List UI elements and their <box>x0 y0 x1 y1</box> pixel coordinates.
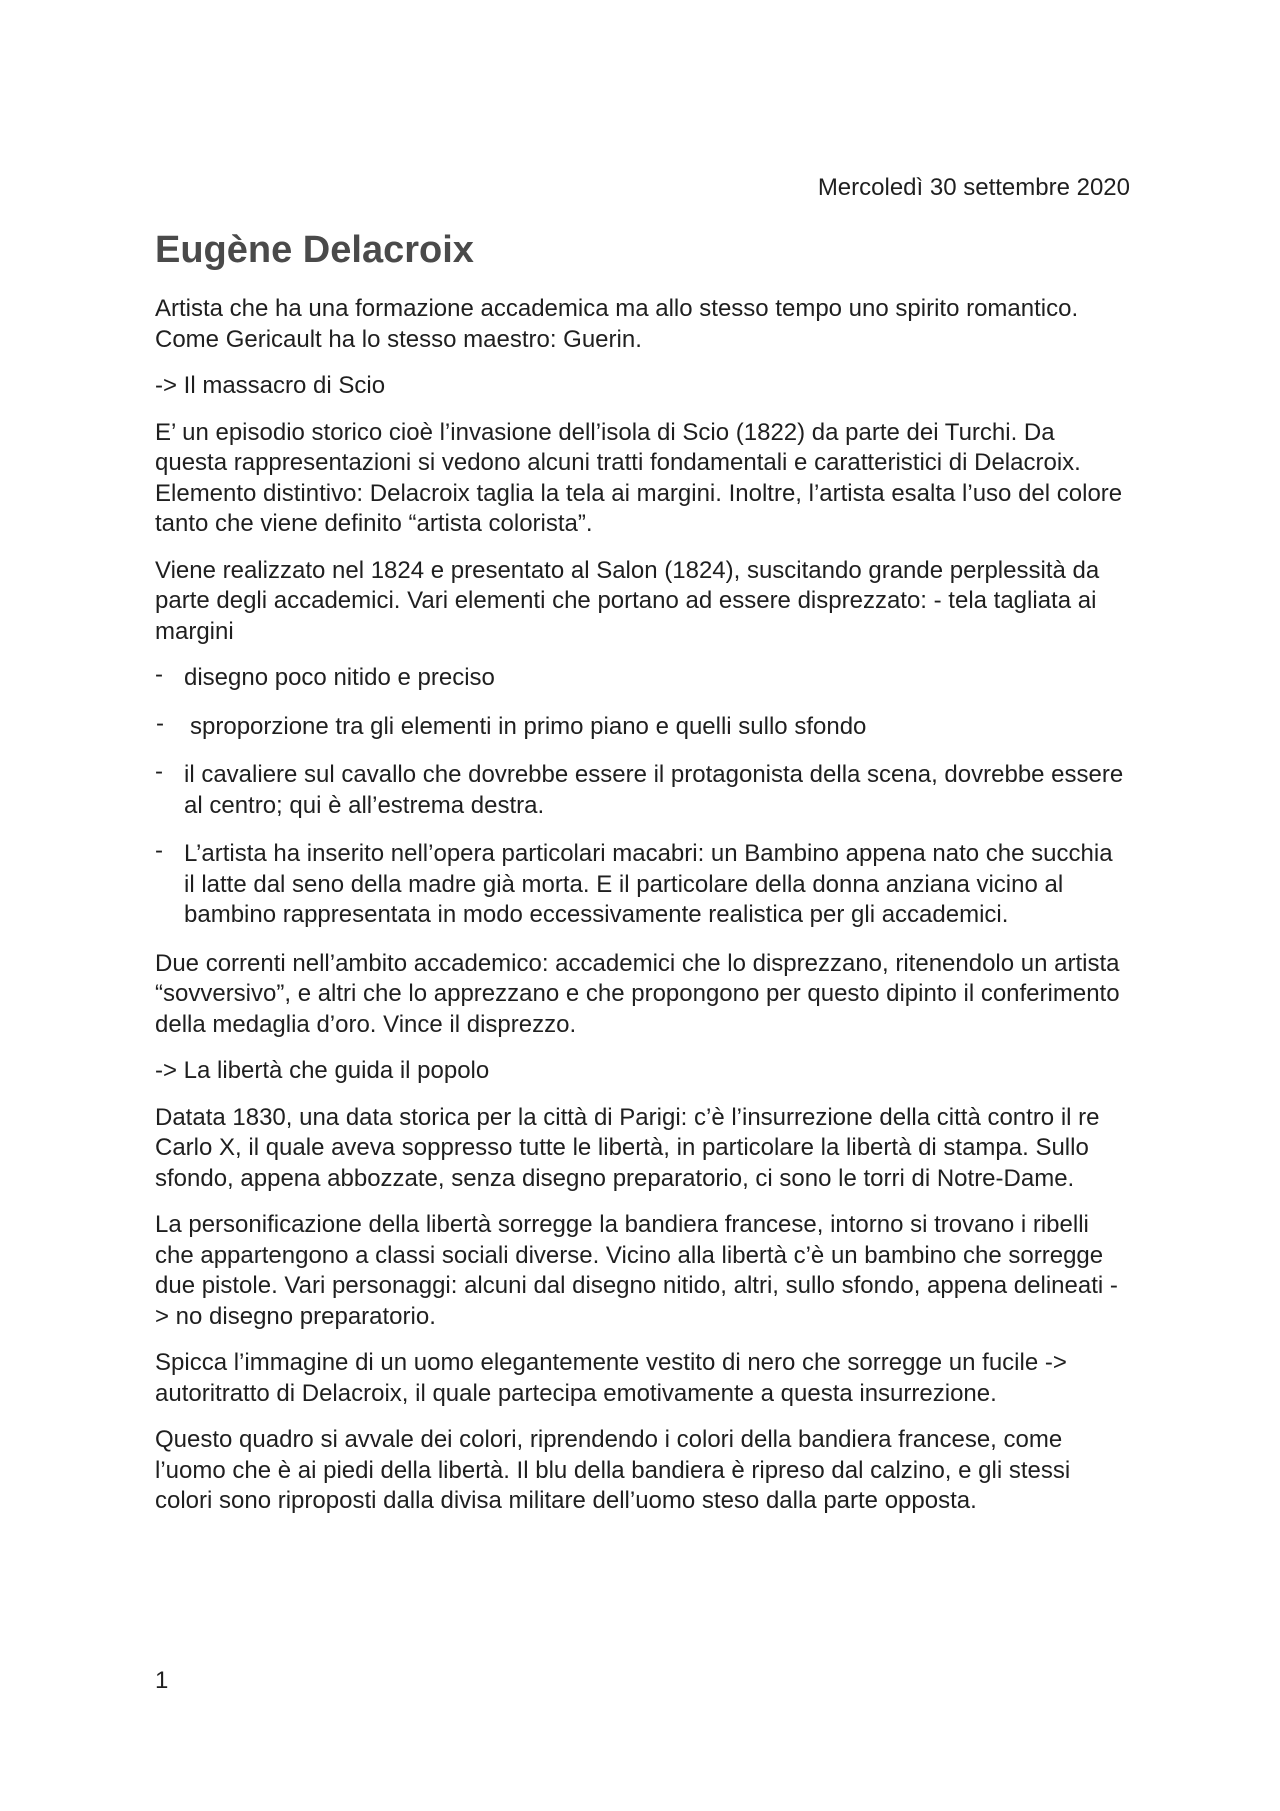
bullet-marker: - <box>155 661 163 688</box>
body-paragraph: La personificazione della libertà sorregge la bandiera francese, intorno si trovano i ribelli che appartengono a classi sociali diverse. Vicino alla libertà c’è un bambino che sorregge due pistole. Vari personaggi: alcuni dal disegno nitido, altri, sullo sfondo, appena delineati -> no disegno preparatorio. <box>155 1211 1118 1330</box>
document-date: Mercoledì 30 settembre 2020 <box>817 174 1130 201</box>
list-item <box>155 839 1125 931</box>
document-content <box>155 226 1125 1533</box>
list-item-text: sproporzione tra gli elementi in primo piano e quelli sullo sfondo <box>190 712 867 740</box>
intro-paragraph: Viene realizzato nel 1824 e presentato al Salon (1824), suscitando grande perplessità da parte degli accademici. Vari elementi che portano ad essere disprezzato: - tela tagliata ai margini <box>155 556 1100 645</box>
list-item-text: disegno poco nitido e preciso <box>184 664 495 691</box>
list-item-text: L’artista ha inserito nell’opera particolari macabri: un Bambino appena nato che succhia il latte dal seno della madre già morta. E il particolare della donna anziana vicino al bambino rappresentata in modo eccessivamente realistica per gli accademici. <box>184 840 1113 928</box>
list-item <box>155 663 1125 694</box>
section-heading-massacro: -> Il massacro di Scio <box>155 372 386 399</box>
intro-paragraph: Artista che ha una formazione accademica ma allo stesso tempo uno spirito romantico. Come Gericault ha lo stesso maestro: Guerin. <box>155 295 1079 353</box>
bullet-marker: - <box>155 758 163 785</box>
page-number: 1 <box>155 1667 169 1694</box>
list-item <box>155 709 1125 743</box>
body-paragraph: Datata 1830, una data storica per la città di Parigi: c’è l’insurrezione della città contro il re Carlo X, il quale aveva soppresso tutte le libertà, in particolare la libertà di stampa. Sullo sfondo, appena abbozzate, senza disegno preparatorio, ci sono le torri di Notre-Dame. <box>155 1103 1100 1192</box>
bullet-marker: - <box>156 709 164 737</box>
body-paragraph: Spicca l’immagine di un uomo elegantemente vestito di nero che sorregge un fucile -> autoritratto di Delacroix, il quale partecipa emotivamente a questa insurrezione. <box>155 1349 1067 1407</box>
bullet-marker: - <box>155 837 163 864</box>
list-item-text: il cavaliere sul cavallo che dovrebbe essere il protagonista della scena, dovrebbe essere al centro; qui è all’estrema destra. <box>184 761 1124 819</box>
document-title: Eugène Delacroix <box>155 229 474 271</box>
body-paragraph: Due correnti nell’ambito accademico: accademici che lo disprezzano, ritenendolo un artista “sovversivo”, e altri che lo apprezzano e che propongono per questo dipinto il conferimento della medaglia d’oro. Vince il disprezzo. <box>155 949 1120 1038</box>
intro-paragraph: E’ un episodio storico cioè l’invasione dell’isola di Scio (1822) da parte dei Turchi. Da questa rappresentazioni si vedono alcuni tratti fondamentali e caratteristici di Delacroix. Elemento distintivo: Delacroix taglia la tela ai margini. Inoltre, l’artista esalta l’uso del colore tanto che viene definito “artista colorista”. <box>155 418 1123 537</box>
bullet-list <box>155 663 1125 931</box>
section-heading-liberta: -> La libertà che guida il popolo <box>155 1057 490 1084</box>
list-item <box>155 760 1125 821</box>
body-paragraph: Questo quadro si avvale dei colori, riprendendo i colori della bandiera francese, come l’uomo che è ai piedi della libertà. Il blu della bandiera è ripreso dal calzino, e gli stessi colori sono riproposti dalla divisa militare dell’uomo steso dalla parte opposta. <box>155 1426 1071 1514</box>
